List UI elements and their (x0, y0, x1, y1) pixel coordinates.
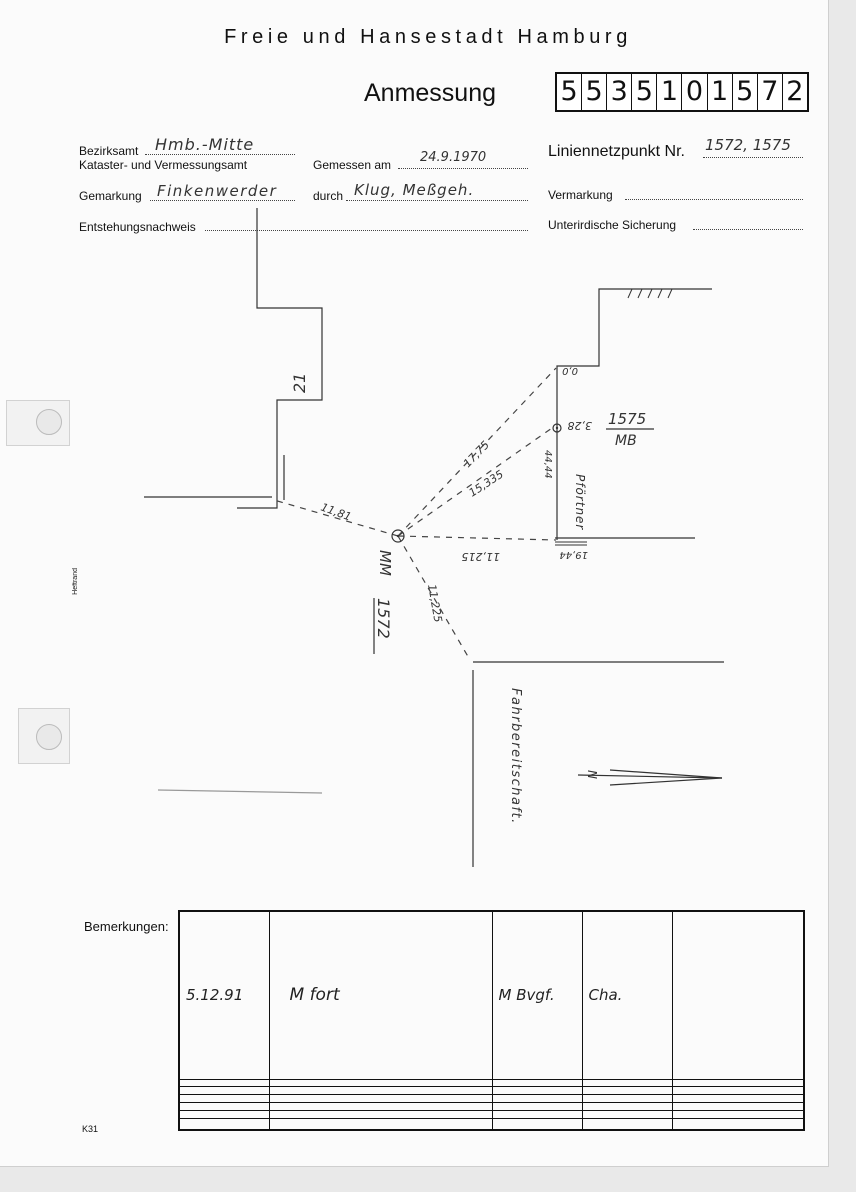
offset-mid: 3,28 (567, 419, 592, 432)
faint-line (158, 790, 322, 793)
gemessen-label: Gemessen am (313, 158, 392, 172)
record-digit: 1 (708, 74, 733, 110)
dist-up: 17,75 (460, 438, 493, 471)
dist-left: 11,81 (318, 500, 354, 524)
durch-value: Klug, Meßgeh. (354, 181, 475, 199)
point-mm-dot (397, 535, 399, 537)
offset-top: 0,0 (562, 365, 578, 376)
building-outline-left (237, 208, 322, 508)
dist-right: 11,215 (461, 550, 500, 563)
gemarkung-label: Gemarkung (79, 189, 142, 203)
table-row (179, 1118, 804, 1130)
hatching-bottom (555, 542, 587, 545)
record-digit: 2 (786, 76, 804, 107)
gemarkung-value: Finkenwerder (157, 182, 278, 200)
vermarkung-label: Vermarkung (548, 188, 613, 202)
dist-mid: 15,335 (466, 467, 506, 500)
heftrand-label: Heftrand (72, 568, 79, 595)
entstehung-label: Entstehungsnachweis (79, 220, 196, 234)
point-mm-label: MM (376, 550, 394, 576)
point-mm-number: 1572 (374, 598, 393, 639)
label-fahrbereitschaft: Fahrbereitschaft. (508, 688, 523, 825)
gemessen-value: 24.9.1970 (420, 150, 487, 165)
record-digit: 5 (582, 74, 607, 110)
table-row (179, 1087, 804, 1095)
remark-initials: Cha. (582, 911, 672, 1079)
point-mb-dot (556, 427, 558, 429)
record-digit: 1 (657, 74, 682, 110)
record-digit: 0 (682, 74, 707, 110)
authority-title: Freie und Hansestadt Hamburg (224, 26, 632, 48)
point-mb-label: MB (615, 433, 637, 449)
hatching (628, 289, 672, 298)
point-mb-number: 1575 (608, 410, 647, 428)
unterirdisch-label: Unterirdische Sicherung (548, 218, 677, 232)
kataster-label: Kataster- und Vermessungsamt (79, 158, 248, 172)
vertical-dist: 44,44 (542, 450, 553, 479)
record-digit: 5 (557, 74, 582, 110)
liniennetzpunkt-value: 1572, 1575 (705, 136, 791, 154)
durch-label: durch (313, 189, 344, 203)
remark-cell (672, 911, 804, 1079)
building-number: 21 (290, 372, 309, 393)
bezirksamt-value: Hmb.-Mitte (155, 135, 255, 154)
remarks-label: Bemerkungen: (84, 919, 169, 934)
measurement-rays (274, 368, 556, 660)
record-digit: 5 (733, 74, 758, 110)
offset-bottom: 19,44 (559, 549, 588, 560)
remarks-table (178, 910, 805, 1131)
form-code: K31 (82, 1124, 99, 1134)
remark-date: 5.12.91 (179, 911, 269, 1079)
record-digit: 5 (632, 74, 657, 110)
dist-down: 11,225 (425, 583, 445, 624)
bezirksamt-label: Bezirksamt (79, 144, 139, 158)
north-mark: N (585, 770, 599, 779)
remark-text-2: M Bvgf. (492, 911, 582, 1079)
document-type-title: Anmessung (364, 79, 497, 107)
table-row (179, 1095, 804, 1103)
table-row (179, 911, 804, 1079)
liniennetzpunkt-label: Liniennetzpunkt Nr. (548, 143, 685, 160)
label-pfoertner: Pförtner (573, 474, 587, 531)
table-row (179, 1110, 804, 1118)
record-digit: 3 (607, 74, 632, 110)
table-row (179, 1103, 804, 1111)
record-digit: 7 (758, 74, 783, 110)
table-row (179, 1079, 804, 1087)
remark-text: M fort (269, 911, 492, 1079)
